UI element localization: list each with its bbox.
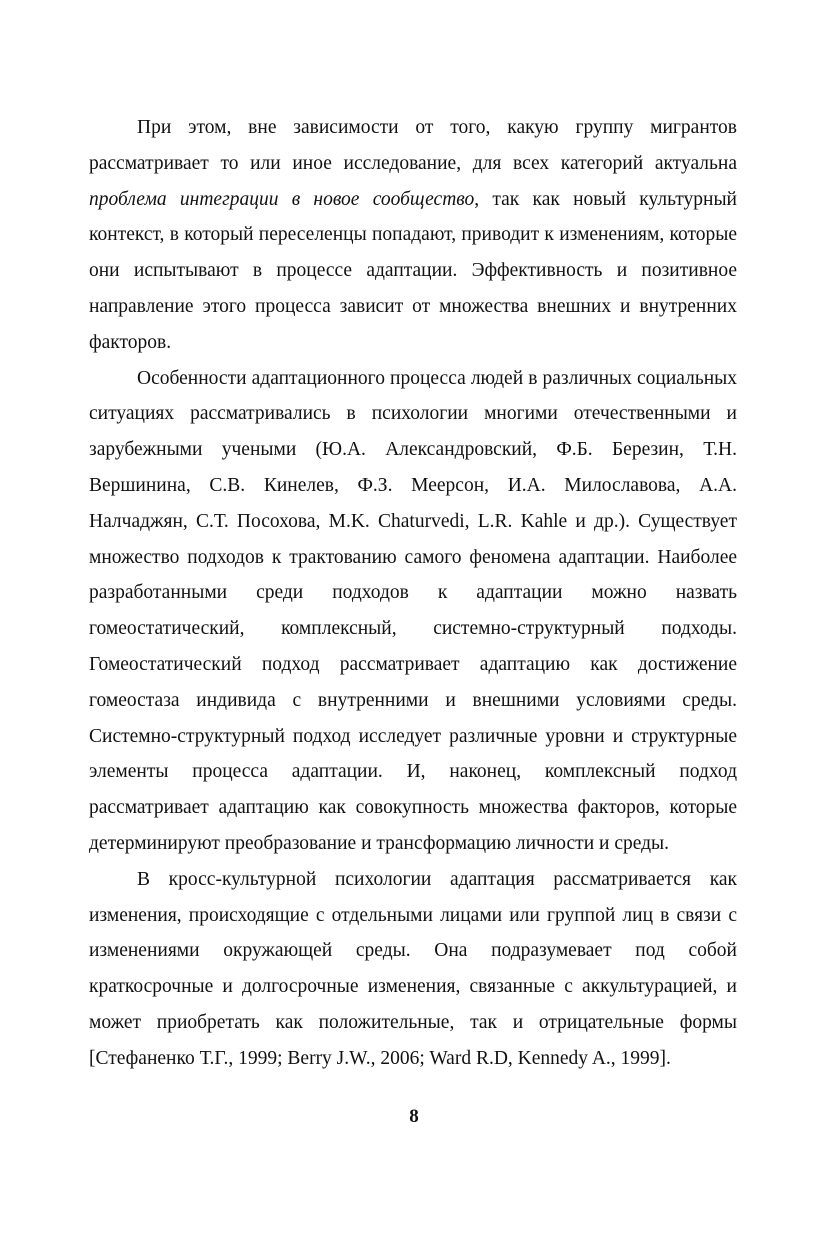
paragraph-integration <box>89 110 737 361</box>
paragraph-cross-cultural: В кросс-культурной психологии адаптация рассматривается как изменения, происходящие с отдельными лицами или группой лиц в связи с изменениями окружающей среды. Она подразумевает под собой краткосрочные и долгосрочные изменения, связанные с аккультурацией, и может приобретать как положительные, так и отрицательные формы [Стефаненко Т.Г., 1999; Berry J.W., 2006; Ward R.D, Kennedy A., 1999]. <box>89 868 737 1069</box>
page-number: 8 <box>409 1106 419 1127</box>
emphasized-phrase: проблема интеграции в новое сообщество <box>89 188 475 210</box>
paragraph-adaptation-approaches: Особенности адаптационного процесса людей в различных социальных ситуациях рассматривались в психологии многими отечественными и зарубежными учеными (Ю.А. Александровский, Ф.Б. Березин, Т.Н. Вершинина, С.В. Кинелев, Ф.З. Меерсон, И.А. Милославова, А.А. Налчаджян, С.Т. Посохова, M.K. Chaturvedi, L.R. Kahle и др.). Существует множество подходов к трактованию самого феномена адаптации. Наиболее разработанными среди подходов к адаптации можно назвать гомеостатический, комплексный, системно-структурный подходы. Гомеостатический подход рассматривает адаптацию как достижение гомеостаза индивида с внутренними и внешними условиями среды. Системно-структурный подход исследует различные уровни и структурные элементы процесса адаптации. И, наконец, комплексный подход рассматривает адаптацию как совокупность множества факторов, которые детерминируют преобразование и трансформацию личности и среды. <box>89 367 737 854</box>
paragraph-1-text-end: , так как новый культурный контекст, в который переселенцы попадают, приводит к изменениям, которые они испытывают в процессе адаптации. Эффективность и позитивное направление этого процесса зависит от множества внешних и внутренних факторов. <box>89 188 737 353</box>
document-body <box>89 110 737 1077</box>
paragraph-1-text-start: При этом, вне зависимости от того, какую группу мигрантов рассматривает то или иное исследование, для всех категорий актуальна <box>89 117 737 174</box>
